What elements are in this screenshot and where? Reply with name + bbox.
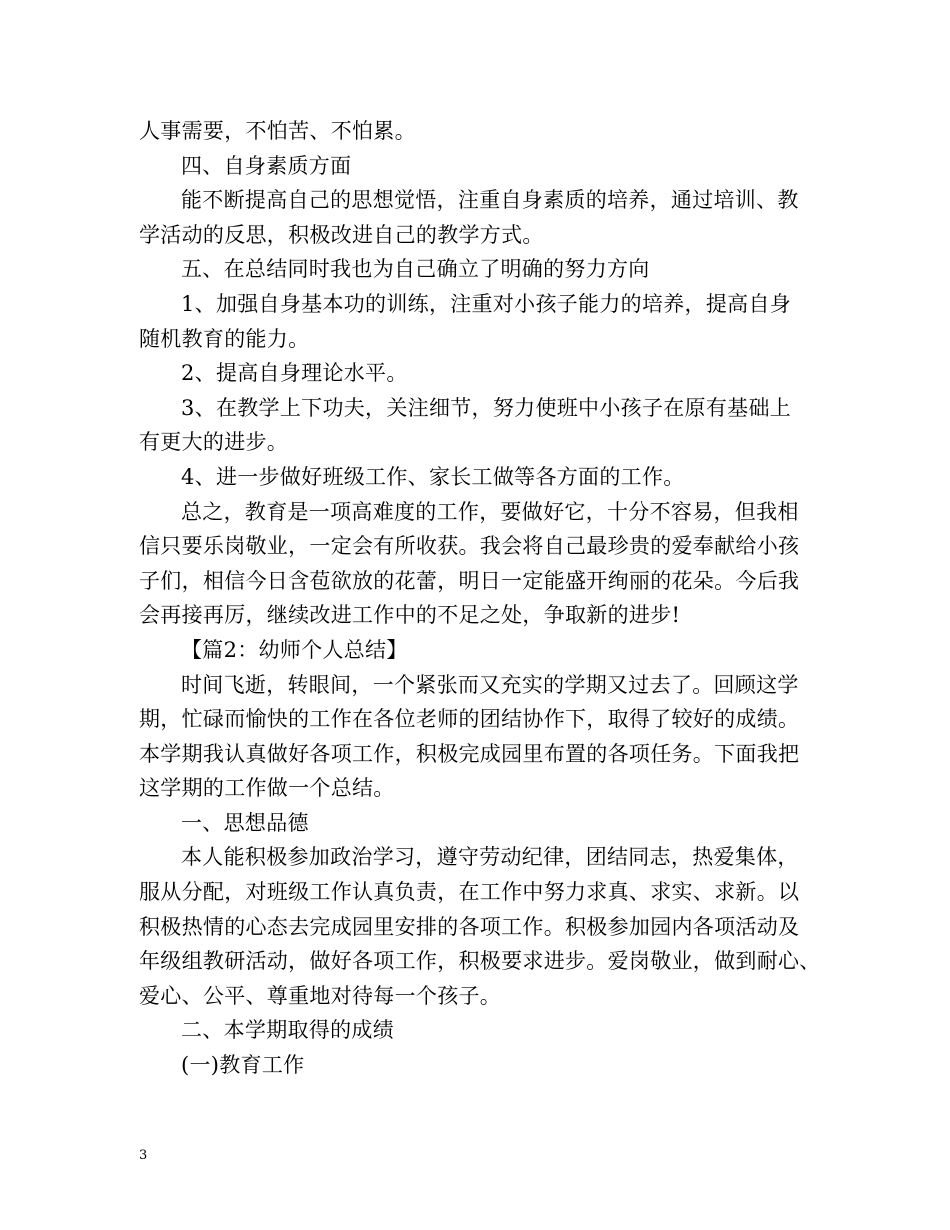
text-line: 3、在教学上下功夫，关注细节，努力使班中小孩子在原有基础上 (181, 395, 792, 420)
text-line: 会再接再厉，继续改进工作中的不足之处，争取新的进步! (139, 603, 681, 628)
text-line: 爱心、公平、尊重地对待每一个孩子。 (139, 983, 502, 1008)
text-line: 人事需要，不怕苦、不怕累。 (139, 119, 416, 143)
text-line: 子们，相信今日含苞欲放的花蕾，明日一定能盛开绚丽的花朵。今后我 (139, 568, 800, 593)
document-body (139, 114, 819, 1083)
text-line: 二、本学期取得的成绩 (181, 1018, 394, 1043)
text-line: (一)教育工作 (181, 1053, 305, 1078)
text-line: 一、思想品德 (181, 810, 309, 835)
text-line: 能不断提高自己的思想觉悟，注重自身素质的培养，通过培训、教 (181, 188, 799, 213)
text-line: 时间飞逝，转眼间，一个紧张而又充实的学期又过去了。回顾这学 (181, 672, 799, 697)
text-line: 本学期我认真做好各项工作，积极完成园里布置的各项任务。下面我把 (139, 741, 800, 766)
text-line: 1、加强自身基本功的训练，注重对小孩子能力的培养，提高自身 (181, 291, 792, 316)
text-line: 服从分配，对班级工作认真负责，在工作中努力求真、求实、求新。以 (139, 880, 800, 905)
text-line: 本人能积极参加政治学习，遵守劳动纪律，团结同志，热爱集体， (181, 845, 799, 870)
text-line: 有更大的进步。 (139, 430, 289, 455)
text-line: 4、进一步做好班级工作、家长工做等各方面的工作。 (181, 464, 685, 489)
text-line: 年级组教研活动，做好各项工作，积极要求进步。爱岗敬业，做到耐心、 (139, 949, 821, 974)
text-line: 学活动的反思，积极改进自己的教学方式。 (139, 222, 544, 247)
text-line: 信只要乐岗敬业，一定会有所收获。我会将自己最珍贵的爱奉献给小孩 (139, 534, 800, 559)
text-line: 2、提高自身理论水平。 (181, 361, 408, 386)
text-line: 随机教育的能力。 (139, 326, 310, 351)
text-line: 积极热情的心态去完成园里安排的各项工作。积极参加园内各项活动及 (139, 914, 800, 939)
text-line: 五、在总结同时我也为自己确立了明确的努力方向 (181, 257, 650, 282)
text-line: 期，忙碌而愉快的工作在各位老师的团结协作下，取得了较好的成绩。 (139, 707, 800, 732)
text-line: 这学期的工作做一个总结。 (139, 776, 395, 801)
text-line: 【篇2：幼师个人总结】 (181, 637, 408, 662)
page-number: 3 (139, 1148, 148, 1163)
text-line: 总之，教育是一项高难度的工作，要做好它，十分不容易，但我相 (181, 499, 799, 524)
text-line: 四、自身素质方面 (181, 153, 352, 178)
